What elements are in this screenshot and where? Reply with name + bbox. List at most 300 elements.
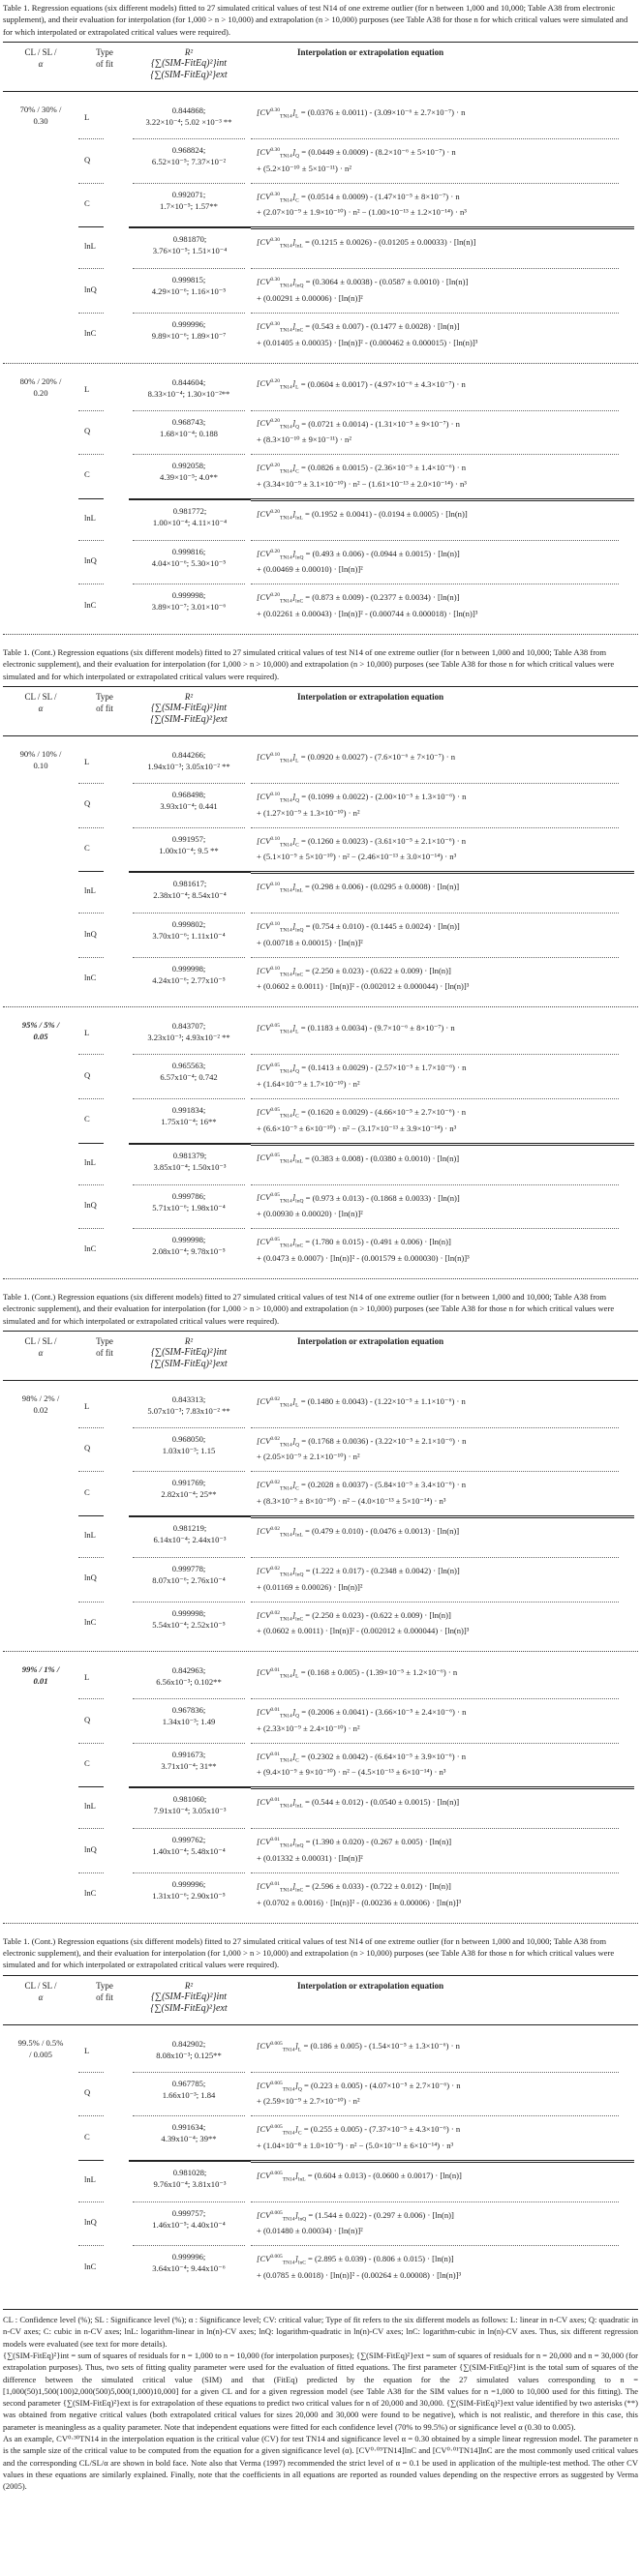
equation-line-1: = (0.1260 ± 0.0023) - (3.61×10⁻⁵ ± 2.1×10⁻⁶) · n — [298, 835, 467, 846]
equation-line-1: = (0.0449 ± 0.0009) - (8.2×10⁻⁶ ± 5×10⁻⁷) · n — [299, 147, 456, 158]
r2-value: 0.967785; — [171, 2078, 206, 2088]
header-text: R² — [184, 1980, 194, 1991]
cv-alpha: 0.20 — [270, 463, 280, 469]
cv-symbol: $[CV^{0.02}_{TN14}]_L$ — [257, 1395, 299, 1409]
cv-symbol: $[CV^{0.02}_{TN14}]_Q$ — [257, 1435, 300, 1449]
cv-fit: L — [295, 1673, 299, 1680]
cv-fit: Q — [295, 1068, 300, 1075]
cv-prefix: CV — [259, 1480, 271, 1490]
r2-cell — [133, 1427, 245, 1472]
fit-type: lnQ — [78, 1828, 104, 1872]
cl-label-line: 99.5% / 0.5% — [17, 2037, 64, 2048]
header-r2 — [127, 691, 251, 726]
fit-type: L — [84, 2045, 90, 2055]
cv-alpha: 0.10 — [270, 882, 280, 888]
equation-line-2: + (3.34×10⁻⁹ ± 3.1×10⁻¹⁰) · n² − (1.61×10⁻¹³ ± 2.0×10⁻¹⁴) · n³ — [257, 478, 467, 489]
cv-alpha: 0.30 — [270, 191, 280, 197]
equation — [251, 1743, 619, 1787]
cv-symbol: $[CV^{0.30}_{TN14}]_L$ — [257, 107, 299, 120]
sse-values: 6.52×10⁻⁵; 7.37×10⁻² — [151, 157, 227, 167]
r2-value: 0.999996; — [171, 318, 206, 329]
cv-prefix: CV — [259, 1707, 271, 1718]
cv-symbol: $[CV^{0.20}_{TN14}]_Q$ — [257, 418, 300, 432]
header-r2 — [127, 1335, 251, 1370]
r2-value: 0.842902; — [171, 2038, 206, 2049]
equation-line-1: = (0.1768 ± 0.0036) - (3.22×10⁻⁵ ± 2.1×10⁻⁶) · n — [299, 1435, 467, 1446]
cv-prefix: CV — [259, 147, 271, 158]
fit-type: C — [78, 1471, 104, 1515]
cv-fit: C — [297, 2130, 302, 2137]
equation — [251, 1786, 634, 1828]
cv-test: TN14 — [282, 2047, 295, 2053]
cv-prefix: CV — [259, 2170, 271, 2180]
cv-fit: L — [295, 113, 299, 120]
equation-line-1: = (0.0604 ± 0.0017) - (4.97×10⁻⁶ ± 4.3×10⁻⁷) · n — [298, 378, 466, 389]
sse-values: 6.56x10⁻³; 0.102** — [156, 1677, 222, 1688]
cv-symbol: $[CV^{0.05}_{TN14}]_L$ — [257, 1023, 299, 1035]
equation — [251, 498, 634, 540]
cv-fit: C — [295, 1113, 299, 1120]
fit-type: C — [78, 827, 104, 872]
sse-values: 2.08x10⁻⁴; 9.78x10⁻⁵ — [152, 1246, 226, 1257]
r2-value: 0.968824; — [171, 145, 206, 156]
cv-alpha: 0.30 — [270, 237, 280, 244]
cv-prefix: CV — [259, 1525, 271, 1536]
equation-line-1: = (0.2028 ± 0.0037) - (5.84×10⁻⁵ ± 3.4×10⁻⁶) · n — [298, 1480, 467, 1490]
fit-type: lnQ — [78, 1184, 104, 1229]
r2-value: 0.999802; — [171, 919, 206, 930]
cv-fit: lnC — [295, 327, 304, 334]
equation — [251, 1184, 619, 1229]
equation — [251, 2072, 619, 2116]
cv-test: TN14 — [279, 887, 292, 894]
header-text: R² — [184, 1335, 194, 1346]
cv-alpha: 0.20 — [270, 592, 280, 599]
equation-line-2: + (1.04×10⁻⁸ ± 1.0×10⁻⁹) · n² − (5.0×10⁻¹³ ± 6×10⁻¹⁴) · n³ — [257, 2140, 454, 2150]
sse-values: 9.76x10⁻⁴; 3.81x10⁻³ — [153, 2178, 227, 2189]
fit-type: lnC — [78, 1602, 104, 1646]
header-text: R² — [184, 692, 194, 703]
cv-alpha: 0.01 — [270, 1837, 280, 1843]
equation-line-1: = (0.973 ± 0.013) - (0.1868 ± 0.0033) · [ln(n)] — [303, 1192, 460, 1203]
r2-cell — [133, 1602, 245, 1646]
r2-cell — [127, 1015, 251, 1054]
cv-symbol: $[CV^{0.05}_{TN14}]_{lnQ}$ — [257, 1192, 304, 1206]
cv-symbol: $[CV^{0.01}_{TN14}]_L$ — [257, 1667, 299, 1680]
r2-cell — [133, 2245, 245, 2290]
cv-fit: lnQ — [295, 1572, 304, 1578]
cv-alpha: 0.01 — [270, 1667, 280, 1674]
fit-type: Q — [78, 138, 104, 183]
r2-value: 0.999815; — [171, 275, 206, 285]
r2-cell — [129, 871, 251, 913]
cv-prefix: CV — [259, 378, 271, 389]
cv-symbol: $[CV^{0.005}_{TN14}]_{lnQ}$ — [257, 2209, 307, 2223]
equation — [251, 313, 619, 357]
cv-symbol: $[CV^{0.005}_{TN14}]_{lnC}$ — [257, 2254, 306, 2267]
header-text: α — [38, 59, 44, 70]
equation-line-1: = (0.0920 ± 0.0027) - (7.6×10⁻⁶ ± 7×10⁻⁷) · n — [298, 751, 456, 762]
equation-line-1: = (0.168 ± 0.005) - (1.39×10⁻⁵ ± 1.2×10⁻⁶) · n — [298, 1667, 458, 1678]
equation-line-2: + (2.33×10⁻⁹ ± 2.4×10⁻¹⁰) · n² — [257, 1722, 360, 1733]
equation-line-2: + (0.01405 ± 0.00035) · [ln(n)]² - (0.000462 ± 0.000015) · [ln(n)]³ — [257, 337, 478, 347]
cv-prefix: CV — [259, 1565, 271, 1575]
sse-values: 1.31x10⁻⁶; 2.90x10⁻⁵ — [152, 1890, 226, 1901]
cv-symbol: $[CV^{0.005}_{TN14}]_Q$ — [257, 2080, 302, 2093]
cv-test: TN14 — [279, 1887, 292, 1894]
sse-values: 5.54x10⁻⁴; 2.52x10⁻⁵ — [152, 1619, 226, 1630]
cl-label-line: 98% / 2% / — [21, 1393, 60, 1403]
fit-type: lnC — [78, 957, 104, 1002]
equation — [251, 744, 638, 783]
r2-value: 0.991769; — [171, 1478, 206, 1488]
r2-value: 0.844266; — [171, 750, 206, 761]
equation-line-1: = (0.479 ± 0.010) - (0.0476 ± 0.0013) · [ln(n)] — [302, 1525, 460, 1536]
cl-label-line: / 0.005 — [29, 2049, 52, 2059]
cv-prefix: CV — [259, 965, 271, 975]
header-text: α — [38, 1992, 44, 2002]
header-equation: Interpolation or extrapolation equation — [297, 692, 444, 703]
fit-type: lnC — [78, 1872, 104, 1917]
header-text: {∑(SIM-FitEq)²}ext — [150, 70, 228, 81]
table-header — [3, 686, 638, 736]
fit-type: lnQ — [78, 1557, 104, 1602]
r2-value: 0.999762; — [171, 1835, 206, 1845]
sse-values: 1.40x10⁻⁴; 5.48x10⁻⁴ — [152, 1846, 226, 1857]
cv-test: TN14 — [279, 1243, 292, 1249]
r2-value: 0.991834; — [171, 1104, 206, 1115]
cv-symbol: $[CV^{0.005}_{TN14}]_C$ — [257, 2124, 302, 2137]
fit-type: lnL — [78, 498, 104, 540]
header-text: CL / SL / — [24, 1335, 57, 1346]
cv-alpha: 0.30 — [270, 320, 280, 327]
header-equation: Interpolation or extrapolation equation — [297, 47, 444, 58]
cv-test: TN14 — [282, 2216, 295, 2223]
equation — [251, 2202, 619, 2246]
equation-line-1: = (0.544 ± 0.012) - (0.0540 ± 0.0015) · [ln(n)] — [302, 1797, 460, 1808]
r2-value: 0.981772; — [172, 505, 207, 516]
cv-test: TN14 — [279, 1532, 292, 1539]
cl-label-line: 99% / 1% / — [21, 1664, 60, 1675]
cv-prefix: CV — [259, 237, 271, 248]
header-equation: Interpolation or extrapolation equation — [297, 1335, 444, 1346]
r2-cell — [133, 2115, 245, 2160]
equation — [251, 1660, 638, 1698]
cv-alpha: 0.20 — [270, 508, 280, 515]
cv-symbol: $[CV^{0.01}_{TN14}]_{lnC}$ — [257, 1880, 304, 1894]
cv-symbol: $[CV^{0.10}_{TN14}]_L$ — [257, 751, 299, 764]
header-cl-sl-alpha — [3, 46, 78, 81]
r2-cell — [133, 2202, 245, 2246]
sse-values: 5.07x10⁻³; 7.83x10⁻² ** — [147, 1405, 230, 1416]
cv-alpha: 0.01 — [270, 1797, 280, 1804]
r2-value: 0.999998; — [171, 963, 206, 973]
cv-alpha: 0.005 — [270, 2124, 283, 2131]
cv-symbol: $[CV^{0.05}_{TN14}]_C$ — [257, 1106, 299, 1120]
sse-values: 3.64x10⁻⁴; 9.44x10⁻⁶ — [152, 2263, 226, 2274]
cv-fit: L — [295, 758, 299, 764]
cv-fit: lnC — [295, 1243, 304, 1249]
cl-label-line: 0.30 — [33, 116, 48, 127]
cl-block — [3, 1652, 638, 1923]
r2-value: 0.992058; — [171, 461, 206, 471]
cv-test: TN14 — [279, 1842, 292, 1849]
r2-cell — [133, 454, 245, 498]
cv-alpha: 0.005 — [270, 2254, 283, 2261]
equation — [251, 2115, 619, 2160]
equation-line-2: + (0.0785 ± 0.0018) · [ln(n)]² - (0.00264 ± 0.00008) · [ln(n)]³ — [257, 2270, 462, 2281]
cv-alpha: 0.30 — [270, 107, 280, 114]
cv-prefix: CV — [259, 882, 271, 892]
r2-value: 0.999996; — [171, 2252, 206, 2262]
equation-line-1: = (0.1183 ± 0.0034) - (9.7×10⁻⁶ ± 8×10⁻⁷) · n — [298, 1023, 455, 1033]
equation-line-1: = (2.596 ± 0.033) - (0.722 ± 0.012) · [ln(n)] — [303, 1880, 451, 1891]
cv-fit: lnL — [295, 243, 303, 250]
r2-cell — [133, 1184, 245, 1229]
equation-line-2: + (0.0602 ± 0.0011) · [ln(n)]² - (0.002012 ± 0.000044) · [ln(n)]³ — [257, 981, 470, 992]
fit-type: lnL — [78, 871, 104, 913]
cl-block — [3, 1007, 638, 1278]
sse-values: 3.93x10⁻⁴; 0.441 — [160, 801, 218, 812]
header-cl-sl-alpha — [3, 1980, 78, 2015]
sse-values: 2.38x10⁻⁴; 8.54x10⁻⁴ — [153, 890, 227, 901]
header-text: {∑(SIM-FitEq)²}int — [150, 703, 228, 714]
cv-prefix: CV — [259, 1609, 271, 1620]
cl-label-line: 80% / 20% / — [19, 375, 62, 386]
cv-alpha: 0.20 — [270, 378, 280, 385]
sse-values: 2.82x10⁻⁴; 25** — [161, 1489, 217, 1500]
equation-line-2: + (9.4×10⁻⁹ ± 9×10⁻¹⁰) · n² − (4.5×10⁻¹³ ± 6×10⁻¹⁴) · n³ — [257, 1767, 446, 1778]
sse-values: 1.00×10⁻⁴; 4.11×10⁻⁴ — [152, 517, 228, 527]
cv-alpha: 0.10 — [270, 921, 280, 928]
cl-label-line: 70% / 30% / — [19, 105, 62, 115]
header-cl-sl-alpha — [3, 691, 78, 726]
sse-values: 1.46x10⁻⁵; 4.40x10⁻⁴ — [152, 2219, 226, 2230]
equation-line-1: = (0.255 ± 0.005) - (7.37×10⁻⁵ ± 4.3×10⁻⁶) · n — [301, 2124, 461, 2135]
sse-values: 4.29×10⁻⁶; 1.16×10⁻⁵ — [151, 286, 227, 297]
cv-test: TN14 — [279, 468, 292, 475]
cv-prefix: CV — [259, 1667, 271, 1678]
cv-test: TN14 — [279, 1616, 292, 1623]
cv-fit: Q — [297, 2086, 302, 2093]
r2-value: 0.843313; — [171, 1393, 206, 1404]
equation-line-1: = (0.0826 ± 0.0015) - (2.36×10⁻⁵ ± 1.4×10⁻⁶) · n — [298, 462, 467, 472]
cv-prefix: CV — [259, 1153, 271, 1163]
cv-fit: Q — [295, 425, 300, 432]
fit-type: L — [84, 1400, 90, 1411]
header-text: of fit — [96, 1347, 113, 1358]
r2-value: 0.991634; — [171, 2122, 206, 2133]
equation-line-2: + (8.3×10⁻⁹ ± 8×10⁻¹⁰) · n² − (4.0×10⁻¹³ ± 5×10⁻¹⁴) · n³ — [257, 1496, 446, 1507]
cl-label — [3, 372, 78, 628]
cv-prefix: CV — [259, 1063, 271, 1073]
r2-value: 0.999998; — [171, 1607, 206, 1618]
cv-fit: C — [295, 842, 299, 849]
r2-value: 0.999996; — [171, 1878, 206, 1889]
cv-test: TN14 — [279, 425, 292, 432]
cv-prefix: CV — [259, 1435, 271, 1446]
cv-prefix: CV — [259, 835, 271, 846]
cv-fit: L — [295, 385, 299, 392]
r2-value: 0.842963; — [171, 1665, 206, 1676]
r2-value: 0.965563; — [171, 1061, 206, 1071]
cl-label-line: 0.02 — [33, 1404, 48, 1415]
cv-symbol: $[CV^{0.01}_{TN14}]_Q$ — [257, 1707, 300, 1720]
cv-fit: Q — [295, 797, 300, 804]
cv-symbol: $[CV^{0.05}_{TN14}]_{lnL}$ — [257, 1153, 303, 1166]
fit-type: C — [78, 183, 104, 227]
cv-alpha: 0.01 — [270, 1707, 280, 1714]
sse-values: 3.89×10⁻⁷; 3.01×10⁻⁶ — [151, 602, 227, 613]
sse-values: 1.7×10⁻⁵; 1.57** — [160, 200, 218, 211]
cv-prefix: CV — [259, 462, 271, 472]
r2-cell — [133, 1054, 245, 1098]
fit-type: lnQ — [78, 913, 104, 957]
r2-value: 0.999816; — [171, 546, 206, 556]
header-cl-sl-alpha — [3, 1335, 78, 1370]
cv-fit: lnL — [295, 887, 303, 894]
r2-value: 0.844868; — [171, 105, 206, 116]
r2-value: 0.999786; — [171, 1190, 206, 1201]
cv-symbol: $[CV^{0.30}_{TN14}]_Q$ — [257, 147, 300, 160]
equation-line-1: = (0.1413 ± 0.0029) - (2.57×10⁻⁵ ± 1.7×10⁻⁶) · n — [299, 1063, 467, 1073]
fit-type: L — [84, 112, 90, 123]
cv-symbol: $[CV^{0.20}_{TN14}]_{lnQ}$ — [257, 548, 304, 561]
equation-line-2: + (0.0602 ± 0.0011) · [ln(n)]² - (0.002012 ± 0.000044) · [ln(n)]³ — [257, 1626, 470, 1636]
equation-line-1: = (0.186 ± 0.005) - (1.54×10⁻⁵ ± 1.3×10⁻⁶) · n — [301, 2040, 460, 2051]
equation — [251, 913, 619, 957]
equation-line-2: + (0.00930 ± 0.00020) · [ln(n)]² — [257, 1209, 363, 1219]
r2-cell — [133, 268, 245, 313]
equation — [251, 2160, 634, 2202]
equation-line-1: = (0.493 ± 0.006) - (0.0944 ± 0.0015) · [ln(n)] — [303, 548, 460, 558]
cv-test: TN14 — [279, 283, 292, 289]
cv-symbol: $[CV^{0.10}_{TN14}]_Q$ — [257, 791, 300, 804]
equation — [251, 1389, 638, 1427]
fit-type: C — [78, 454, 104, 498]
cv-fit: L — [297, 2047, 302, 2053]
cv-prefix: CV — [259, 1106, 271, 1117]
cv-alpha: 0.02 — [270, 1480, 280, 1486]
cv-symbol: $[CV^{0.02}_{TN14}]_{lnQ}$ — [257, 1565, 304, 1578]
r2-cell — [133, 783, 245, 827]
equation — [251, 1828, 619, 1872]
fit-type: Q — [78, 1054, 104, 1098]
cv-symbol: $[CV^{0.10}_{TN14}]_{lnQ}$ — [257, 921, 304, 934]
cv-symbol: $[CV^{0.01}_{TN14}]_{lnQ}$ — [257, 1837, 304, 1849]
cv-symbol: $[CV^{0.005}_{TN14}]_{lnL}$ — [257, 2170, 306, 2183]
sse-values: 1.68×10⁻⁴; 0.188 — [160, 428, 218, 438]
r2-value: 0.981028; — [172, 2167, 207, 2177]
cv-fit: Q — [295, 153, 300, 160]
cv-prefix: CV — [259, 418, 271, 429]
cl-label-line: 90% / 10% / — [19, 749, 62, 760]
r2-cell — [127, 744, 251, 783]
r2-cell — [127, 2033, 251, 2072]
equation-line-1: = (0.1952 ± 0.0041) - (0.0194 ± 0.0005) · [ln(n)] — [302, 508, 468, 519]
equation-line-2: + (0.00291 ± 0.00006) · [ln(n)]² — [257, 292, 363, 303]
equation-line-2: + (0.00718 ± 0.00015) · [ln(n)]² — [257, 937, 363, 947]
sse-values: 3.23x10⁻³; 4.93x10⁻² ** — [147, 1033, 230, 1043]
cv-fit: lnC — [295, 598, 304, 605]
header-text: of fit — [96, 1992, 113, 2002]
cv-symbol: $[CV^{0.10}_{TN14}]_{lnL}$ — [257, 882, 303, 894]
cv-test: TN14 — [279, 385, 292, 392]
equation-line-1: = (0.1620 ± 0.0029) - (4.66×10⁻⁵ ± 2.7×10⁻⁶) · n — [298, 1106, 467, 1117]
sse-values: 3.71x10⁻⁴; 31** — [161, 1760, 217, 1771]
header-text: {∑(SIM-FitEq)²}ext — [150, 714, 228, 726]
cv-symbol: $[CV^{0.05}_{TN14}]_Q$ — [257, 1063, 300, 1075]
cv-symbol: $[CV^{0.02}_{TN14}]_{lnC}$ — [257, 1609, 304, 1623]
cl-block — [3, 736, 638, 1007]
cv-fit: Q — [295, 1442, 300, 1449]
r2-value: 0.968498; — [171, 790, 206, 800]
sse-values: 3.76×10⁻⁵; 1.51×10⁻⁴ — [152, 246, 228, 256]
cv-prefix: CV — [259, 1880, 271, 1891]
r2-value: 0.844604; — [171, 376, 206, 387]
equation-line-2: + (1.27×10⁻⁹ ± 1.3×10⁻¹⁰) · n² — [257, 807, 360, 818]
cv-test: TN14 — [279, 1113, 292, 1120]
cv-prefix: CV — [259, 791, 271, 801]
cv-prefix: CV — [259, 921, 271, 932]
sse-values: 6.14x10⁻⁴; 2.44x10⁻³ — [153, 1535, 227, 1545]
cl-label-line: 0.01 — [33, 1676, 48, 1687]
fit-type: lnL — [78, 1786, 104, 1828]
fit-type: Q — [78, 783, 104, 827]
cv-prefix: CV — [259, 1023, 271, 1033]
cv-alpha: 0.05 — [270, 1237, 280, 1243]
r2-cell — [133, 1228, 245, 1273]
cv-alpha: 0.005 — [270, 2170, 283, 2176]
cv-alpha: 0.02 — [270, 1566, 280, 1573]
cv-test: TN14 — [279, 1029, 292, 1035]
cv-symbol: $[CV^{0.05}_{TN14}]_{lnC}$ — [257, 1236, 304, 1249]
equation-line-1: = (0.1099 ± 0.0022) - (2.00×10⁻⁵ ± 1.3×10⁻⁶) · n — [299, 791, 467, 801]
r2-cell — [127, 372, 251, 410]
sse-values: 7.91x10⁻⁴; 3.05x10⁻³ — [153, 1806, 227, 1816]
fit-type: lnL — [78, 1143, 104, 1184]
cl-label — [3, 100, 78, 356]
header-text: CL / SL / — [24, 47, 57, 58]
sse-values: 8.33×10⁻⁴; 1.30×10⁻²** — [147, 388, 230, 399]
fit-type: L — [84, 757, 90, 767]
equation-line-1: = (2.895 ± 0.039) - (0.806 ± 0.015) · [ln(n)] — [305, 2254, 454, 2264]
r2-cell — [127, 100, 251, 138]
equation-line-1: = (0.298 ± 0.006) - (0.0295 ± 0.0008) · [ln(n)] — [302, 882, 460, 892]
footnote-paragraph: CL : Confidence level (%); SL : Significance level (%); α : Significance level; CV: critical value; Type of fit refers to the six different models as follows: L: linear in n-CV axes; Q: quadratic in n-CV axes; C: cubic in n-CV axes; lnL: logarithm-linear in ln(n)-CV axes; lnQ: logarithm-quadratic in ln(n)-CV axes; lnC: logarithm-cubic in ln(n)-CV axes. Thus, six different regression models were evaluated (see text for more details). — [3, 2315, 638, 2349]
r2-value: 0.967836; — [171, 1705, 206, 1716]
cv-test: TN14 — [279, 758, 292, 764]
header-type-of-fit — [78, 691, 127, 726]
cv-prefix: CV — [259, 2209, 271, 2220]
cv-test: TN14 — [279, 1713, 292, 1720]
sse-values: 4.39×10⁻⁵; 4.0** — [160, 472, 218, 483]
r2-cell — [133, 183, 245, 227]
cv-fit: lnQ — [295, 1842, 304, 1849]
equation — [251, 1515, 634, 1557]
header-equation: Interpolation or extrapolation equation — [297, 1980, 444, 1991]
r2-value: 0.999778; — [171, 1564, 206, 1574]
equation-line-2: + (2.07×10⁻⁹ ± 1.9×10⁻¹⁰) · n² − (1.00×10⁻¹³ ± 1.2×10⁻¹⁴) · n³ — [257, 207, 467, 218]
equation — [251, 540, 619, 584]
equation-line-2: + (8.3×10⁻¹⁰ ± 9×10⁻¹¹) · n² — [257, 434, 351, 445]
equation — [251, 1602, 619, 1646]
sse-values: 1.75x10⁻⁴; 16** — [161, 1116, 217, 1126]
r2-cell — [133, 1471, 245, 1515]
cv-alpha: 0.20 — [270, 548, 280, 554]
equation-line-1: = (0.0514 ± 0.0009) - (1.47×10⁻⁵ ± 8×10⁻⁷) · n — [298, 191, 460, 201]
r2-cell — [133, 1828, 245, 1872]
